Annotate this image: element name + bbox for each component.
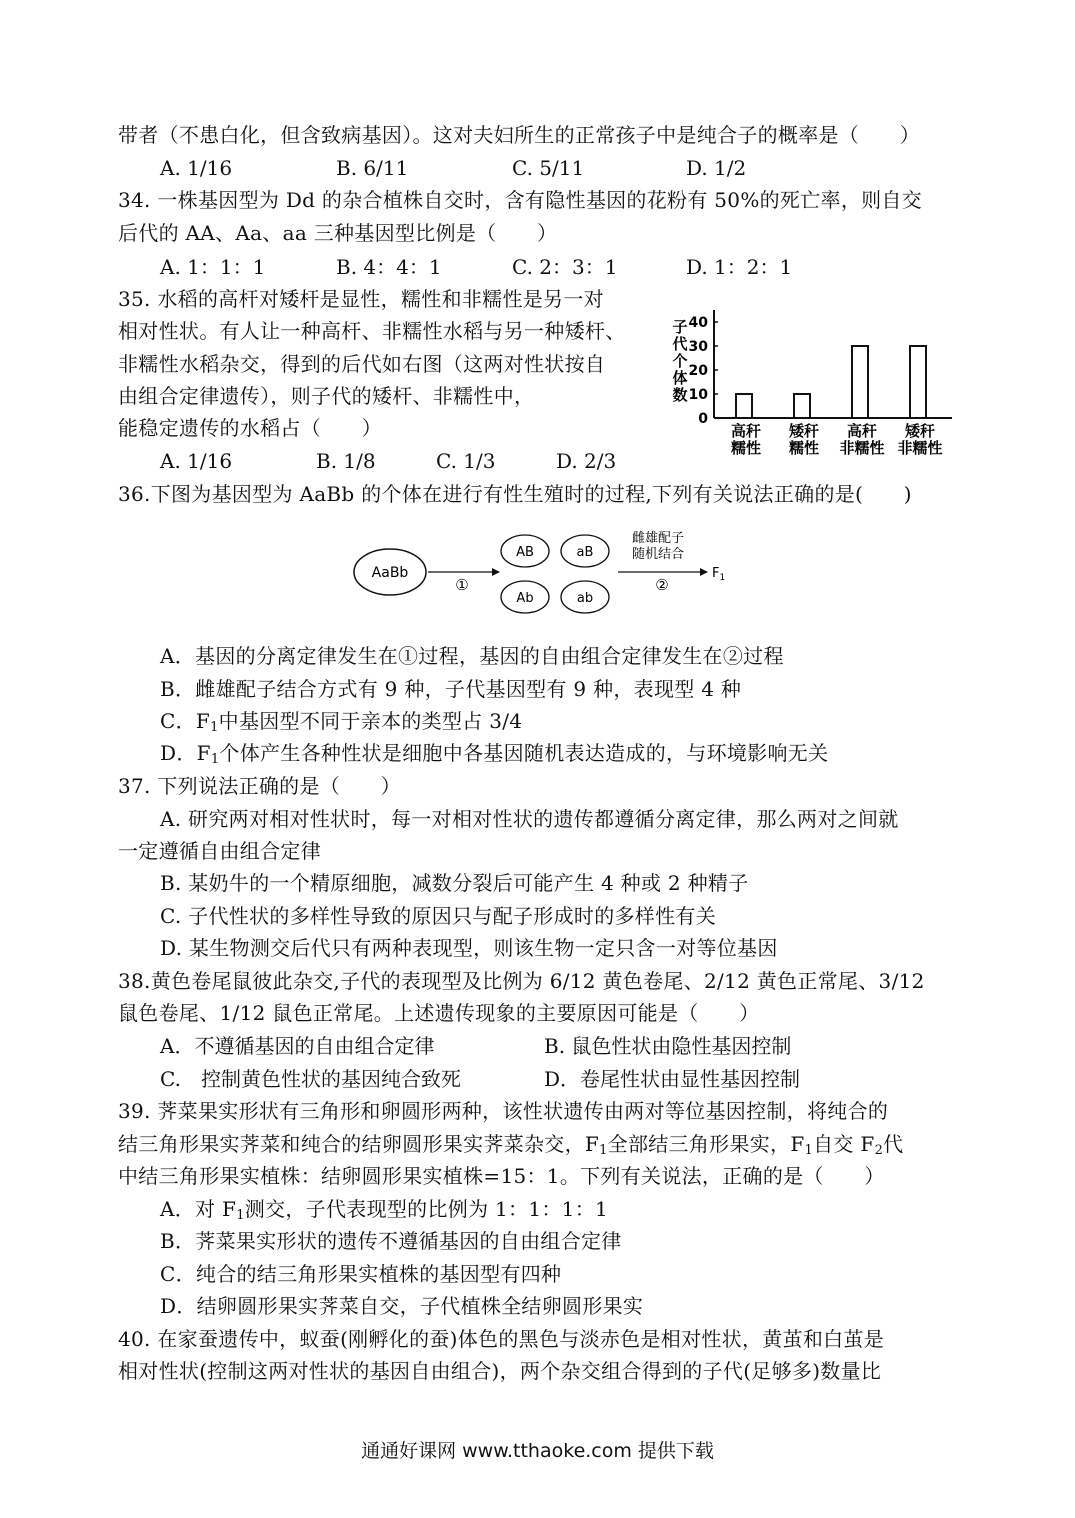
q36-gamete-diagram	[340, 524, 740, 620]
y-tick-label: 20	[688, 363, 708, 379]
bar	[794, 394, 810, 418]
q38-text-2: 鼠色卷尾、1/12 鼠色正常尾。上述遗传现象的主要原因可能是（ ）	[118, 1001, 760, 1025]
q37-option-a-2: 一定遵循自由组合定律	[118, 839, 321, 863]
q36-text: 36.下图为基因型为 AaBb 的个体在进行有性生殖时的过程,下列有关说法正确的是( )	[118, 482, 912, 506]
q37-option-d: D. 某生物测交后代只有两种表现型，则该生物一定只含一对等位基因	[160, 936, 778, 960]
q37-text: 37. 下列说法正确的是（ ）	[118, 774, 401, 798]
q35-option-c: C. 1/3	[436, 449, 496, 473]
y-tick-label: 0	[698, 411, 708, 427]
q35-option-b: B. 1/8	[316, 449, 376, 473]
gamete-AB-label: AB	[516, 545, 534, 560]
q34-option-b: B. 4：4：1	[336, 255, 442, 279]
step-2-label: ②	[655, 576, 669, 594]
y-label-char: 代	[672, 335, 688, 353]
gamete-Ab-label: Ab	[516, 591, 534, 606]
x-label-bottom: 非糯性	[839, 439, 885, 457]
q33-text: 带者（不患白化，但含致病基因）。这对夫妇所生的正常孩子中是纯合子的概率是（ ）	[118, 123, 920, 147]
x-label-bottom: 糯性	[788, 439, 820, 457]
q35-text-2: 相对性状。有人让一种高杆、非糯性水稻与另一种矮杆、	[118, 319, 626, 343]
q36-option-a: A．基因的分离定律发生在①过程，基因的自由组合定律发生在②过程	[160, 644, 784, 668]
arrow-2-head	[700, 568, 708, 576]
q39-option-c: C．纯合的结三角形果实植株的基因型有四种	[160, 1262, 562, 1286]
q35-text-1: 35. 水稻的高杆对矮杆是显性，糯性和非糯性是另一对	[118, 287, 604, 311]
q39-option-d: D．结卵圆形果实荠菜自交，子代植株全结卵圆形果实	[160, 1294, 644, 1318]
q39-option-a: A．对 $F_1$测交，子代表现型的比例为 1：1：1：1	[160, 1197, 609, 1223]
y-tick-label: 30	[688, 339, 708, 355]
q36-option-d: D．$F_1$个体产生各种性状是细胞中各基因随机表达造成的，与环境影响无关	[160, 741, 829, 767]
y-tick-label: 40	[688, 315, 708, 331]
bar	[910, 346, 926, 418]
q34-text-2: 后代的 AA、Aa、aa 三种基因型比例是（ ）	[118, 221, 558, 245]
q34-option-d: D. 1：2：1	[686, 255, 793, 279]
q40-text-1: 40. 在家蚕遗传中，蚁蚕(刚孵化的蚕)体色的黑色与淡赤色是相对性状，黄茧和白茧是	[118, 1327, 885, 1351]
y-label-char: 体	[672, 369, 688, 387]
q37-option-a-1: A. 研究两对相对性状时，每一对相对性状的遗传都遵循分离定律，那么两对之间就	[160, 807, 899, 831]
q39-text-3: 中结三角形果实植株：结卵圆形果实植株=15：1。下列有关说法，正确的是（ ）	[118, 1164, 885, 1188]
q34-option-c: C. 2：3：1	[512, 255, 618, 279]
q40-text-2: 相对性状(控制这两对性状的基因自由组合)，两个杂交组合得到的子代(足够多)数量比	[118, 1359, 882, 1383]
x-label-top: 高秆	[846, 422, 878, 440]
q37-option-c: C. 子代性状的多样性导致的原因只与配子形成时的多样性有关	[160, 904, 717, 928]
q36-option-c: C．$F_1$中基因型不同于亲本的类型占 3/4	[160, 709, 523, 735]
q35-text-4: 由组合定律遗传），则子代的矮杆、非糯性中，	[118, 384, 535, 408]
bar	[736, 394, 752, 418]
q34-text-1: 34. 一株基因型为 Dd 的杂合植株自交时，含有隐性基因的花粉有 50%的死亡率，则自交	[118, 188, 923, 212]
x-label-bottom: 糯性	[730, 439, 762, 457]
q35-text-3: 非糯性水稻杂交，得到的后代如右图（这两对性状按自	[118, 352, 606, 376]
q38-option-a: A．不遵循基因的自由组合定律	[160, 1034, 435, 1058]
result-f1: $F_1$	[712, 566, 726, 583]
q39-option-b: B．荠菜果实形状的遗传不遵循基因的自由组合定律	[160, 1229, 622, 1253]
y-tick-label: 10	[688, 387, 708, 403]
q34-option-a: A. 1：1：1	[160, 255, 266, 279]
q37-option-b: B. 某奶牛的一个精原细胞，减数分裂后可能产生 4 种或 2 种精子	[160, 871, 749, 895]
q35-option-d: D. 2/3	[556, 449, 617, 473]
gamete-aB-label: aB	[576, 545, 594, 560]
q33-option-c: C. 5/11	[512, 156, 585, 180]
y-label-char: 个	[672, 352, 688, 370]
bar	[852, 346, 868, 418]
x-label-bottom: 非糯性	[897, 439, 943, 457]
gamete-ab-label: ab	[576, 591, 594, 606]
step-1-label: ①	[455, 576, 469, 594]
arrow-2-label-bottom: 随机结合	[631, 547, 685, 562]
q39-text-1: 39. 荠菜果实形状有三角形和卵圆形两种，该性状遗传由两对等位基因控制，将纯合的	[118, 1099, 889, 1123]
parent-genotype: AaBb	[371, 565, 409, 581]
chart-bars	[736, 346, 926, 418]
q36-option-b: B．雌雄配子结合方式有 9 种，子代基因型有 9 种，表现型 4 种	[160, 677, 742, 701]
chart-y-axis-label	[672, 318, 688, 404]
y-label-char: 数	[672, 386, 688, 404]
q38-option-c: C. 控制黄色性状的基因纯合致死	[160, 1067, 461, 1091]
q38-text-1: 38.黄色卷尾鼠彼此杂交,子代的表现型及比例为 6/12 黄色卷尾、2/12 黄色正常尾、3/12	[118, 969, 925, 993]
q33-option-d: D. 1/2	[686, 156, 747, 180]
q35-text-5: 能稳定遗传的水稻占（ ）	[118, 416, 382, 440]
x-label-top: 矮秆	[788, 422, 820, 440]
q38-option-d: D．卷尾性状由显性基因控制	[544, 1067, 801, 1091]
chart-x-labels	[731, 422, 943, 457]
q33-option-a: A. 1/16	[160, 156, 233, 180]
x-label-top: 矮秆	[904, 422, 936, 440]
q38-option-b: B. 鼠色性状由隐性基因控制	[544, 1034, 792, 1058]
page-footer: 通通好课网 www.tthaoke.com 提供下载	[361, 1440, 714, 1462]
arrow-1-head	[492, 568, 500, 576]
arrow-2-label-top: 雌雄配子	[631, 531, 685, 546]
x-label-top: 高秆	[730, 422, 762, 440]
q35-option-a: A. 1/16	[160, 449, 233, 473]
q35-bar-chart	[666, 296, 962, 461]
y-label-char: 子	[672, 318, 688, 336]
q33-option-b: B. 6/11	[336, 156, 409, 180]
q39-text-2: 结三角形果实荠菜和纯合的结卵圆形果实荠菜杂交，$F_1$全部结三角形果实，$F_1$自交 $F_2$代	[118, 1132, 904, 1158]
